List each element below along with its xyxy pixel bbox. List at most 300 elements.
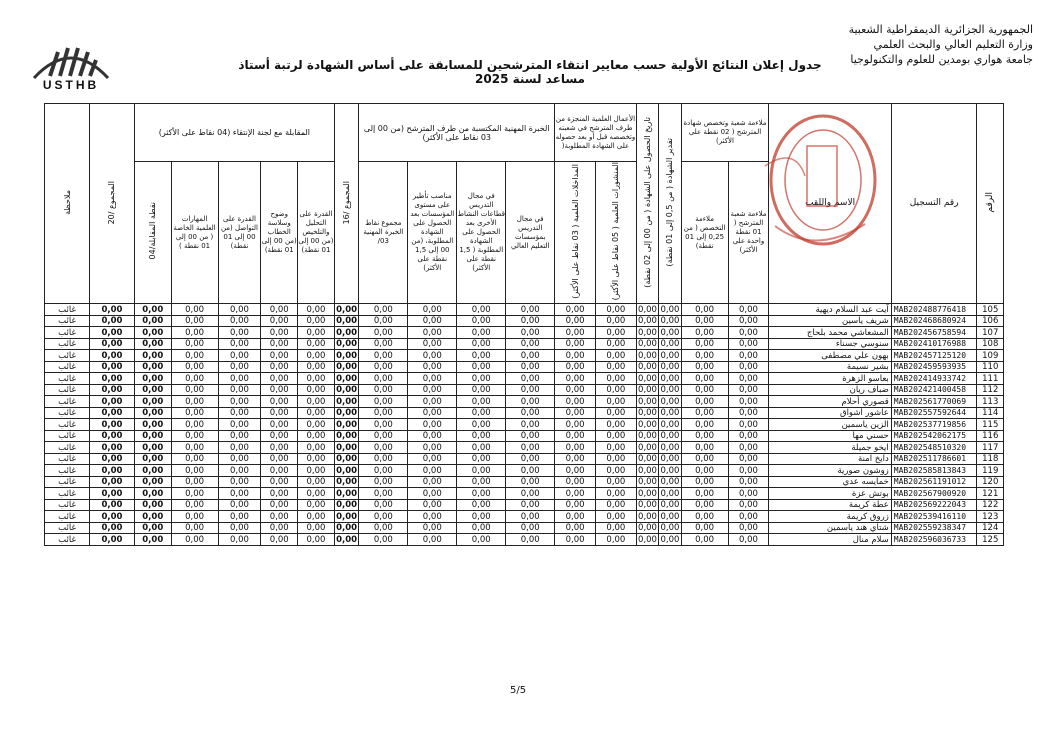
col-teach-header: في مجال التدريس بمؤسسات التعليم العالي	[506, 162, 555, 304]
candidate-name: عطة كريمة	[769, 499, 891, 511]
spec-score: 0,00	[681, 396, 728, 408]
total20-score: 0,00	[90, 465, 135, 477]
clarity-score: 0,00	[261, 488, 298, 500]
skills-score: 0,00	[171, 419, 218, 431]
date-score: 0,00	[638, 362, 657, 373]
mention-score: 0,00	[660, 362, 680, 373]
row-number: 124	[977, 522, 1004, 534]
table-row	[45, 465, 1004, 477]
table-row	[45, 338, 1004, 350]
total20-score: 0,00	[90, 442, 135, 454]
communication-score: 0,00	[218, 453, 261, 465]
skills-score: 0,00	[171, 488, 218, 500]
training-score: 0,00	[457, 396, 506, 408]
skills-score: 0,00	[171, 373, 218, 385]
interview-total-score: 0,00	[134, 430, 171, 442]
total16-score: 0,00	[336, 477, 358, 488]
registration-number: MAB202561191012	[891, 476, 977, 488]
candidate-name: خمايسه عدي	[769, 476, 891, 488]
pubs-score: 0,00	[595, 361, 636, 373]
interview-total-score: 0,00	[134, 465, 171, 477]
col-training-header: في مجال التدريس قطاعات النشاط الأخرى بعد الحصول على الشهادة المطلوبة ( 1,5 نقطة على الأكثر)	[457, 162, 506, 304]
col-spec-header: ملاءمة التخصص ( من 0,25 إلى 01 نقطة)	[681, 162, 728, 304]
row-number: 114	[977, 407, 1004, 419]
supervise-score: 0,00	[408, 407, 457, 419]
spec-score: 0,00	[681, 373, 728, 385]
spec-score: 0,00	[681, 407, 728, 419]
spec-score: 0,00	[681, 350, 728, 362]
registration-number: MAB202557592644	[891, 407, 977, 419]
spec-score: 0,00	[681, 304, 728, 316]
training-score: 0,00	[457, 499, 506, 511]
interview-total-score: 0,00	[134, 453, 171, 465]
status-note: غائب	[45, 453, 90, 465]
total16-score: 0,00	[336, 511, 358, 522]
comms-score: 0,00	[555, 304, 596, 316]
branch-score: 0,00	[728, 430, 769, 442]
clarity-score: 0,00	[261, 499, 298, 511]
total16-score: 0,00	[336, 339, 358, 350]
candidate-name: عاشور أشواق	[769, 407, 891, 419]
date-score: 0,00	[638, 442, 657, 453]
analysis-score: 0,00	[298, 361, 335, 373]
communication-score: 0,00	[218, 315, 261, 327]
candidate-name: شتاي هند ياسمين	[769, 522, 891, 534]
supervise-score: 0,00	[408, 534, 457, 546]
clarity-score: 0,00	[261, 407, 298, 419]
row-number: 105	[977, 304, 1004, 316]
total20-score: 0,00	[90, 453, 135, 465]
skills-score: 0,00	[171, 396, 218, 408]
communication-score: 0,00	[218, 407, 261, 419]
date-score: 0,00	[638, 511, 657, 522]
table-row	[45, 350, 1004, 362]
table-row	[45, 327, 1004, 339]
table-row	[45, 384, 1004, 396]
skills-score: 0,00	[171, 407, 218, 419]
total20-score: 0,00	[90, 361, 135, 373]
exp-total-score: 0,00	[359, 430, 408, 442]
registration-number: MAB202410176988	[891, 338, 977, 350]
candidate-name: بوتش عزة	[769, 488, 891, 500]
mention-score: 0,00	[660, 419, 680, 430]
interview-total-score: 0,00	[134, 396, 171, 408]
total20-score: 0,00	[90, 350, 135, 362]
col-analysis-header: القدرة على التحليل والتلخيص (من 00 إلى 01 نقطة)	[298, 162, 335, 304]
total16-score: 0,00	[336, 350, 358, 361]
mention-score: 0,00	[660, 465, 680, 476]
pubs-score: 0,00	[595, 511, 636, 523]
analysis-score: 0,00	[298, 488, 335, 500]
page-number: 5/5	[510, 685, 527, 696]
row-number: 123	[977, 511, 1004, 523]
interview-total-score: 0,00	[134, 315, 171, 327]
comms-score: 0,00	[555, 384, 596, 396]
clarity-score: 0,00	[261, 384, 298, 396]
status-note: غائب	[45, 327, 90, 339]
exp-total-score: 0,00	[359, 338, 408, 350]
comms-score: 0,00	[555, 499, 596, 511]
row-number: 118	[977, 453, 1004, 465]
date-score: 0,00	[638, 465, 657, 476]
analysis-score: 0,00	[298, 476, 335, 488]
date-score: 0,00	[638, 396, 657, 407]
supervise-score: 0,00	[408, 338, 457, 350]
spec-score: 0,00	[681, 465, 728, 477]
mention-score: 0,00	[660, 327, 680, 338]
header-line-1: الجمهورية الجزائرية الديمقراطية الشعبية	[848, 23, 1033, 36]
branch-score: 0,00	[728, 350, 769, 362]
teach-score: 0,00	[506, 361, 555, 373]
analysis-score: 0,00	[298, 419, 335, 431]
row-number: 112	[977, 384, 1004, 396]
candidate-name: سلام منال	[769, 534, 891, 546]
supervise-score: 0,00	[408, 304, 457, 316]
exp-total-score: 0,00	[359, 511, 408, 523]
teach-score: 0,00	[506, 315, 555, 327]
candidate-name: آيت عبد السلام ديهية	[769, 304, 891, 316]
row-number: 122	[977, 499, 1004, 511]
branch-score: 0,00	[728, 396, 769, 408]
col-supervise-header: مناصب تأطير على مستوى المؤسسات بعد الحصول على الشهادة المطلوبة، (من 00 إلى 1,5 نقطة على الأكثر)	[408, 162, 457, 304]
branch-score: 0,00	[728, 304, 769, 316]
table-row	[45, 430, 1004, 442]
teach-score: 0,00	[506, 522, 555, 534]
mention-score: 0,00	[660, 454, 680, 465]
teach-score: 0,00	[506, 511, 555, 523]
clarity-score: 0,00	[261, 465, 298, 477]
col-name-header: الاسم واللقب	[769, 104, 891, 304]
training-score: 0,00	[457, 315, 506, 327]
training-score: 0,00	[457, 304, 506, 316]
candidate-name: ضباف ريان	[769, 384, 891, 396]
teach-score: 0,00	[506, 453, 555, 465]
spec-score: 0,00	[681, 430, 728, 442]
mention-score: 0,00	[660, 511, 680, 522]
teach-score: 0,00	[506, 499, 555, 511]
skills-score: 0,00	[171, 304, 218, 316]
communication-score: 0,00	[218, 465, 261, 477]
interview-total-score: 0,00	[134, 338, 171, 350]
training-score: 0,00	[457, 327, 506, 339]
pubs-score: 0,00	[595, 419, 636, 431]
pubs-score: 0,00	[595, 350, 636, 362]
supervise-score: 0,00	[408, 384, 457, 396]
candidate-name: زروق كريمة	[769, 511, 891, 523]
total20-score: 0,00	[90, 476, 135, 488]
mention-score: 0,00	[660, 396, 680, 407]
communication-score: 0,00	[218, 442, 261, 454]
communication-score: 0,00	[218, 499, 261, 511]
registration-number: MAB202596036733	[891, 534, 977, 546]
col-specialty-group-header: ملاءمة شعبة وتخصص شهادة المترشح ( 02 نقطة على الأكثر)	[681, 104, 769, 162]
comms-score: 0,00	[555, 453, 596, 465]
communication-score: 0,00	[218, 511, 261, 523]
skills-score: 0,00	[171, 442, 218, 454]
status-note: غائب	[45, 396, 90, 408]
analysis-score: 0,00	[298, 315, 335, 327]
candidate-name: المشعاشي محمد بلحاج	[769, 327, 891, 339]
spec-score: 0,00	[681, 419, 728, 431]
status-note: غائب	[45, 488, 90, 500]
table-row	[45, 419, 1004, 431]
communication-score: 0,00	[218, 373, 261, 385]
clarity-score: 0,00	[261, 419, 298, 431]
total16-score: 0,00	[336, 304, 358, 315]
interview-total-score: 0,00	[134, 534, 171, 546]
exp-total-score: 0,00	[359, 407, 408, 419]
candidate-name: حسني مها	[769, 430, 891, 442]
total16-score: 0,00	[336, 396, 358, 407]
analysis-score: 0,00	[298, 453, 335, 465]
total16-score: 0,00	[336, 488, 358, 499]
training-score: 0,00	[457, 522, 506, 534]
analysis-score: 0,00	[298, 384, 335, 396]
comms-score: 0,00	[555, 315, 596, 327]
exp-total-score: 0,00	[359, 327, 408, 339]
mention-score: 0,00	[660, 523, 680, 534]
clarity-score: 0,00	[261, 373, 298, 385]
clarity-score: 0,00	[261, 442, 298, 454]
table-row	[45, 488, 1004, 500]
pubs-score: 0,00	[595, 499, 636, 511]
pubs-score: 0,00	[595, 430, 636, 442]
table-row	[45, 476, 1004, 488]
total16-score: 0,00	[336, 431, 358, 442]
col-total20-header: المجموع /20	[90, 104, 135, 304]
clarity-score: 0,00	[261, 476, 298, 488]
training-score: 0,00	[457, 350, 506, 362]
branch-score: 0,00	[728, 534, 769, 546]
interview-total-score: 0,00	[134, 361, 171, 373]
status-note: غائب	[45, 315, 90, 327]
registration-number: MAB202569222043	[891, 499, 977, 511]
pubs-score: 0,00	[595, 465, 636, 477]
row-number: 125	[977, 534, 1004, 546]
branch-score: 0,00	[728, 476, 769, 488]
table-row	[45, 361, 1004, 373]
header-line-2: وزارة التعليم العالي والبحث العلمي	[873, 38, 1033, 51]
communication-score: 0,00	[218, 522, 261, 534]
supervise-score: 0,00	[408, 499, 457, 511]
analysis-score: 0,00	[298, 430, 335, 442]
registration-number: MAB202468680924	[891, 315, 977, 327]
communication-score: 0,00	[218, 327, 261, 339]
skills-score: 0,00	[171, 465, 218, 477]
skills-score: 0,00	[171, 453, 218, 465]
candidate-name: زوشون صورية	[769, 465, 891, 477]
registration-number: MAB202421400458	[891, 384, 977, 396]
table-row	[45, 304, 1004, 316]
candidate-name: شريف ياسين	[769, 315, 891, 327]
registration-number: MAB202488776418	[891, 304, 977, 316]
candidate-name: بشير نسيمة	[769, 361, 891, 373]
analysis-score: 0,00	[298, 327, 335, 339]
communication-score: 0,00	[218, 304, 261, 316]
registration-number: MAB202459593935	[891, 361, 977, 373]
training-score: 0,00	[457, 430, 506, 442]
total20-score: 0,00	[90, 373, 135, 385]
teach-score: 0,00	[506, 350, 555, 362]
row-number: 120	[977, 476, 1004, 488]
branch-score: 0,00	[728, 361, 769, 373]
skills-score: 0,00	[171, 338, 218, 350]
clarity-score: 0,00	[261, 522, 298, 534]
status-note: غائب	[45, 407, 90, 419]
header-line-3: جامعة هواري بومدين للعلوم والتكنولوجيا	[850, 53, 1033, 66]
pubs-score: 0,00	[595, 534, 636, 546]
teach-score: 0,00	[506, 476, 555, 488]
spec-score: 0,00	[681, 522, 728, 534]
pubs-score: 0,00	[595, 407, 636, 419]
date-score: 0,00	[638, 304, 657, 315]
branch-score: 0,00	[728, 338, 769, 350]
branch-score: 0,00	[728, 522, 769, 534]
communication-score: 0,00	[218, 384, 261, 396]
col-communication-header: القدرة على التواصل (من 00 إلى 01 نقطة)	[218, 162, 261, 304]
mention-score: 0,00	[660, 534, 680, 545]
analysis-score: 0,00	[298, 511, 335, 523]
comms-score: 0,00	[555, 465, 596, 477]
registration-number: MAB202548510320	[891, 442, 977, 454]
row-number: 116	[977, 430, 1004, 442]
spec-score: 0,00	[681, 511, 728, 523]
skills-score: 0,00	[171, 522, 218, 534]
registration-number: MAB202539416110	[891, 511, 977, 523]
spec-score: 0,00	[681, 476, 728, 488]
teach-score: 0,00	[506, 430, 555, 442]
candidate-name: بعاسو الزهرة	[769, 373, 891, 385]
comms-score: 0,00	[555, 534, 596, 546]
row-number: 110	[977, 361, 1004, 373]
teach-score: 0,00	[506, 407, 555, 419]
exp-total-score: 0,00	[359, 373, 408, 385]
row-number: 106	[977, 315, 1004, 327]
comms-score: 0,00	[555, 396, 596, 408]
training-score: 0,00	[457, 488, 506, 500]
interview-total-score: 0,00	[134, 373, 171, 385]
total20-score: 0,00	[90, 499, 135, 511]
spec-score: 0,00	[681, 442, 728, 454]
status-note: غائب	[45, 304, 90, 316]
mention-score: 0,00	[660, 500, 680, 511]
status-note: غائب	[45, 361, 90, 373]
registration-number: MAB202561770069	[891, 396, 977, 408]
exp-total-score: 0,00	[359, 304, 408, 316]
exp-total-score: 0,00	[359, 384, 408, 396]
pubs-score: 0,00	[595, 315, 636, 327]
status-note: غائب	[45, 522, 90, 534]
candidate-name: ايخو جميلة	[769, 442, 891, 454]
clarity-score: 0,00	[261, 315, 298, 327]
row-number: 109	[977, 350, 1004, 362]
row-number: 119	[977, 465, 1004, 477]
row-number: 108	[977, 338, 1004, 350]
teach-score: 0,00	[506, 396, 555, 408]
col-reg-header: رقم التسجيل	[891, 104, 977, 304]
comms-score: 0,00	[555, 476, 596, 488]
pubs-score: 0,00	[595, 384, 636, 396]
comms-score: 0,00	[555, 522, 596, 534]
candidate-name: سنوسي جسناء	[769, 338, 891, 350]
table-row	[45, 453, 1004, 465]
branch-score: 0,00	[728, 373, 769, 385]
exp-total-score: 0,00	[359, 315, 408, 327]
total20-score: 0,00	[90, 430, 135, 442]
exp-total-score: 0,00	[359, 488, 408, 500]
spec-score: 0,00	[681, 534, 728, 546]
col-clarity-header: وضوح وسلاسة الخطاب (من 00 إلى 01 نقطة)	[261, 162, 298, 304]
teach-score: 0,00	[506, 442, 555, 454]
date-score: 0,00	[638, 385, 657, 396]
registration-number: MAB202542062175	[891, 430, 977, 442]
candidate-name: بهون علي مصطفى	[769, 350, 891, 362]
col-interview-group-header: المقابلة مع لجنة الإنتقاء (04 نقاط على الأكثر)	[134, 104, 334, 162]
status-note: غائب	[45, 430, 90, 442]
row-number: 111	[977, 373, 1004, 385]
clarity-score: 0,00	[261, 361, 298, 373]
branch-score: 0,00	[728, 453, 769, 465]
interview-total-score: 0,00	[134, 327, 171, 339]
row-number: 115	[977, 419, 1004, 431]
communication-score: 0,00	[218, 476, 261, 488]
training-score: 0,00	[457, 407, 506, 419]
table-row	[45, 396, 1004, 408]
mention-score: 0,00	[660, 316, 680, 327]
skills-score: 0,00	[171, 511, 218, 523]
col-interview-total-header: نقطة المقابلة/04	[134, 162, 171, 304]
communication-score: 0,00	[218, 534, 261, 546]
status-note: غائب	[45, 373, 90, 385]
branch-score: 0,00	[728, 442, 769, 454]
clarity-score: 0,00	[261, 304, 298, 316]
supervise-score: 0,00	[408, 350, 457, 362]
date-score: 0,00	[638, 408, 657, 419]
training-score: 0,00	[457, 534, 506, 546]
pubs-score: 0,00	[595, 442, 636, 454]
status-note: غائب	[45, 476, 90, 488]
total20-score: 0,00	[90, 522, 135, 534]
skills-score: 0,00	[171, 476, 218, 488]
total20-score: 0,00	[90, 396, 135, 408]
supervise-score: 0,00	[408, 361, 457, 373]
table-row	[45, 499, 1004, 511]
skills-score: 0,00	[171, 361, 218, 373]
mention-score: 0,00	[660, 408, 680, 419]
candidate-name: قصوري أحلام	[769, 396, 891, 408]
interview-total-score: 0,00	[134, 488, 171, 500]
total20-score: 0,00	[90, 327, 135, 339]
mention-score: 0,00	[660, 350, 680, 361]
table-row	[45, 511, 1004, 523]
date-score: 0,00	[638, 523, 657, 534]
interview-total-score: 0,00	[134, 499, 171, 511]
row-number: 113	[977, 396, 1004, 408]
mention-score: 0,00	[660, 385, 680, 396]
communication-score: 0,00	[218, 488, 261, 500]
date-score: 0,00	[638, 534, 657, 545]
analysis-score: 0,00	[298, 522, 335, 534]
training-score: 0,00	[457, 338, 506, 350]
interview-total-score: 0,00	[134, 384, 171, 396]
status-note: غائب	[45, 419, 90, 431]
spec-score: 0,00	[681, 361, 728, 373]
branch-score: 0,00	[728, 327, 769, 339]
analysis-score: 0,00	[298, 534, 335, 546]
table-row	[45, 373, 1004, 385]
institution-header	[849, 22, 1033, 67]
comms-score: 0,00	[555, 419, 596, 431]
